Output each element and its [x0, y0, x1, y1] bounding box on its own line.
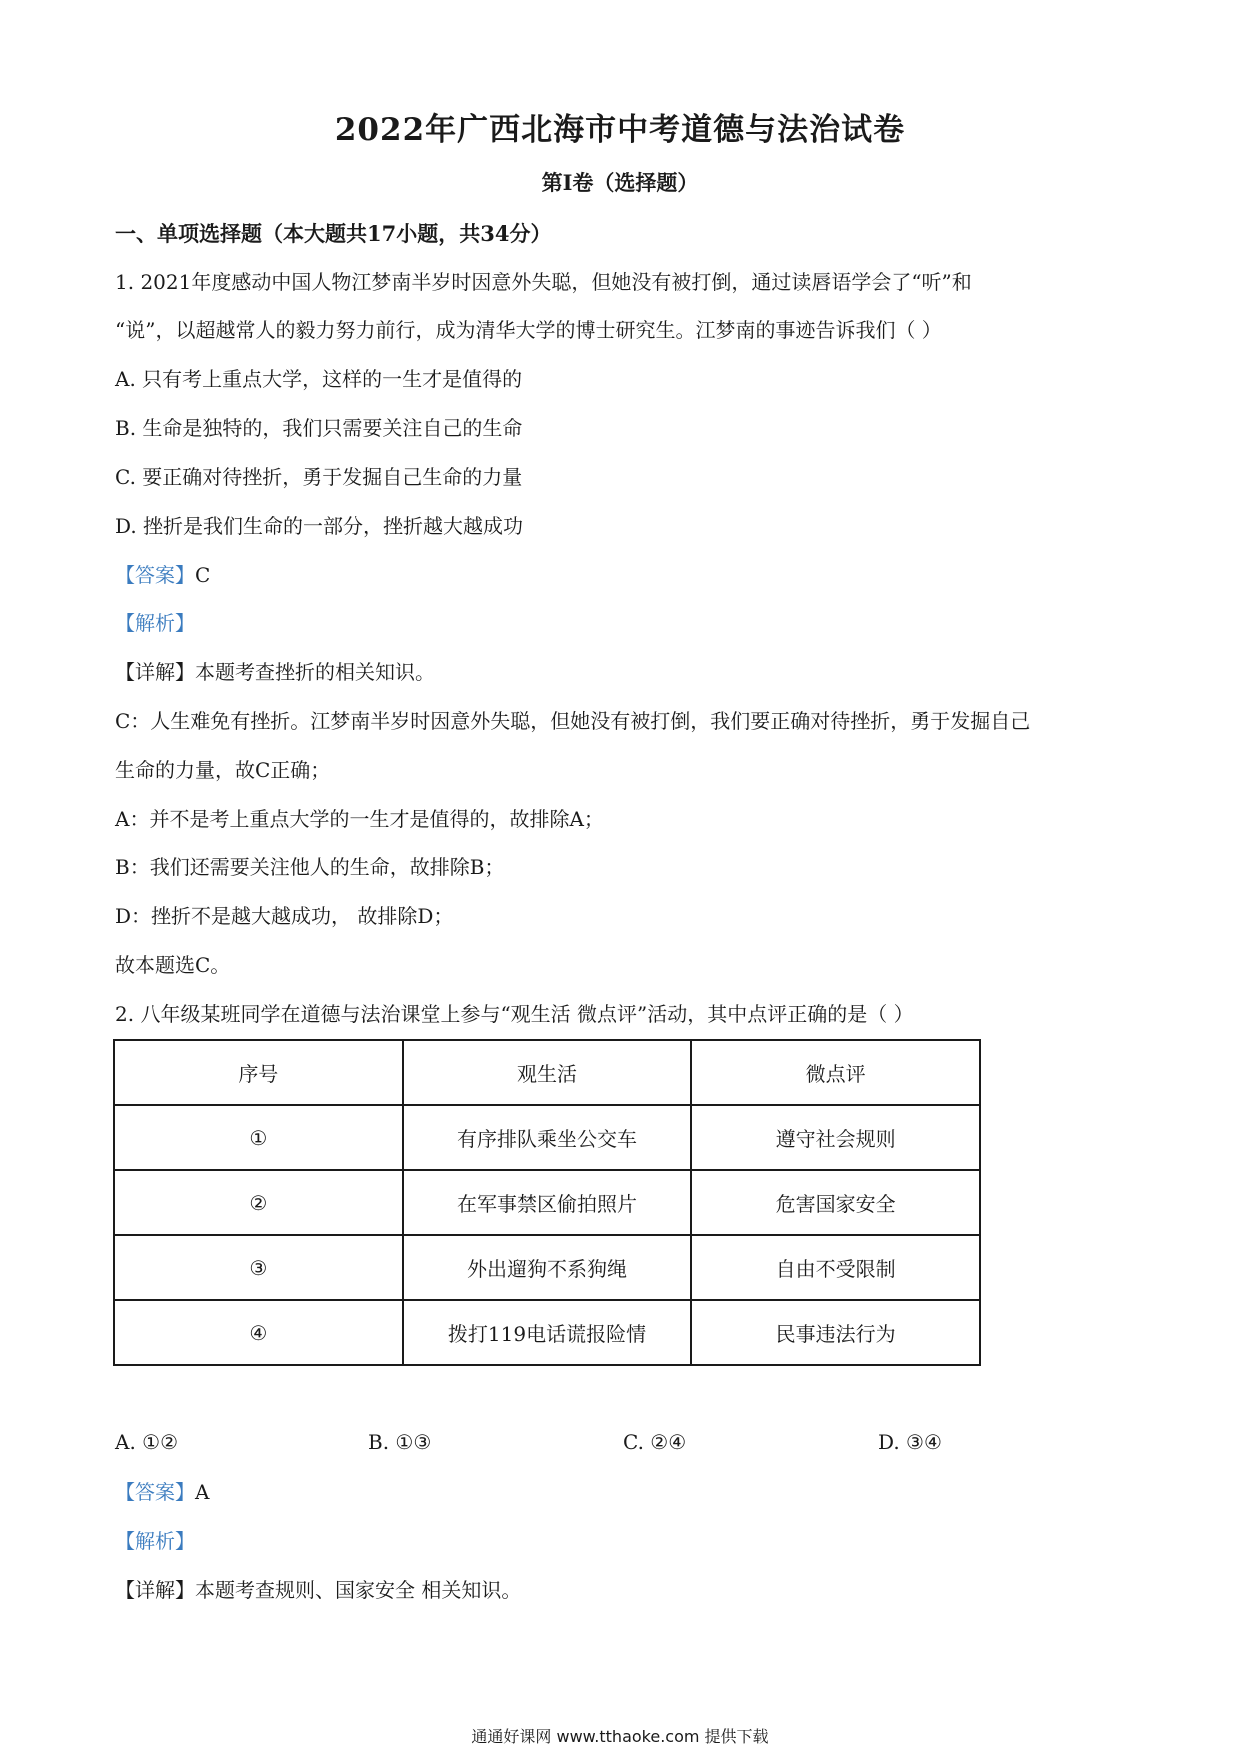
answer-value: C	[195, 563, 211, 587]
section-heading: 一、单项选择题（本大题共17小题，共34分）	[115, 221, 552, 246]
answer-label: 【答案】	[115, 563, 195, 587]
table-cell: ②	[114, 1170, 403, 1235]
table-cell: 自由不受限制	[691, 1235, 980, 1300]
table-cell: 危害国家安全	[691, 1170, 980, 1235]
answer-value: A	[195, 1480, 210, 1504]
table-header: 序号	[114, 1040, 403, 1105]
q2-table	[113, 1039, 981, 1366]
table-cell: 有序排队乘坐公交车	[403, 1105, 692, 1170]
q1-option-b: B. 生命是独特的，我们只需要关注自己的生命	[115, 416, 523, 440]
q1-explain-d: D：挫折不是越大越成功， 故排除D；	[115, 904, 454, 928]
table-row	[114, 1300, 980, 1365]
q1-explain-line-1: C：人生难免有挫折。江梦南半岁时因意外失聪，但她没有被打倒，我们要正确对待挫折，勇于发掘自己	[115, 709, 1031, 733]
table-cell: 拨打119电话谎报险情	[403, 1300, 692, 1365]
table-cell: 外出遛狗不系狗绳	[403, 1235, 692, 1300]
volume-subtitle: 第I卷（选择题）	[541, 170, 699, 195]
q1-answer	[115, 561, 210, 589]
page-footer: 通通好课网 www.tthaoke.com 提供下载	[471, 1727, 769, 1746]
q1-option-d: D. 挫折是我们生命的一部分，挫折越大越成功	[115, 514, 524, 538]
q2-analysis-label: 【解析】	[115, 1529, 195, 1553]
q2-option-c: C. ②④	[623, 1430, 687, 1454]
table-header: 微点评	[691, 1040, 980, 1105]
table-cell: ④	[114, 1300, 403, 1365]
table-row	[114, 1170, 980, 1235]
table-row	[114, 1105, 980, 1170]
q1-analysis-label: 【解析】	[115, 611, 195, 635]
table-cell: 遵守社会规则	[691, 1105, 980, 1170]
q2-option-b: B. ①③	[368, 1430, 432, 1454]
table-cell: 在军事禁区偷拍照片	[403, 1170, 692, 1235]
page-title: 2022年广西北海市中考道德与法治试卷	[334, 112, 906, 148]
q1-stem-line-2: “说”，以超越常人的毅力努力前行，成为清华大学的博士研究生。江梦南的事迹告诉我们（ ）	[115, 318, 942, 342]
q2-detail: 【详解】本题考查规则、国家安全 相关知识。	[115, 1578, 522, 1602]
table-row	[114, 1235, 980, 1300]
answer-label: 【答案】	[115, 1480, 195, 1504]
q1-conclusion: 故本题选C。	[115, 953, 231, 977]
table-header-row	[114, 1040, 980, 1105]
q1-explain-b: B：我们还需要关注他人的生命，故排除B；	[115, 855, 505, 879]
q1-stem-line-1: 1. 2021年度感动中国人物江梦南半岁时因意外失聪，但她没有被打倒，通过读唇语学会了“听”和	[115, 270, 972, 294]
q1-option-c: C. 要正确对待挫折，勇于发掘自己生命的力量	[115, 465, 523, 489]
q1-explain-a: A：并不是考上重点大学的一生才是值得的，故排除A；	[115, 807, 604, 831]
table-cell: ③	[114, 1235, 403, 1300]
q2-option-a: A. ①②	[115, 1430, 179, 1454]
q2-answer	[115, 1478, 209, 1506]
q2-stem: 2. 八年级某班同学在道德与法治课堂上参与“观生活 微点评”活动，其中点评正确的是（ ）	[115, 1002, 914, 1026]
q1-detail: 【详解】本题考查挫折的相关知识。	[115, 660, 435, 684]
table-cell: 民事违法行为	[691, 1300, 980, 1365]
q1-option-a: A. 只有考上重点大学，这样的一生才是值得的	[115, 367, 523, 391]
q2-option-d: D. ③④	[878, 1430, 942, 1454]
table-cell: ①	[114, 1105, 403, 1170]
q1-explain-line-2: 生命的力量，故C正确；	[115, 758, 331, 782]
table-header: 观生活	[403, 1040, 692, 1105]
